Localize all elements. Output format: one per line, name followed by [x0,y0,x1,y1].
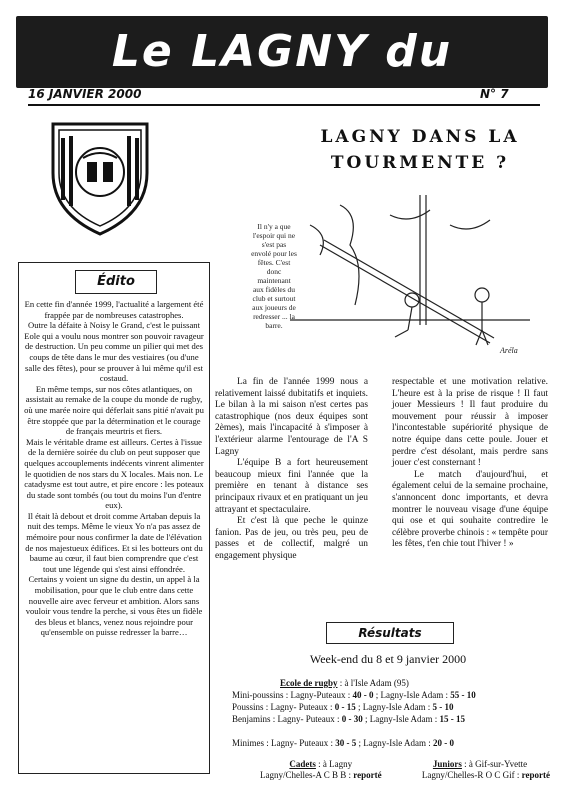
article-paragraph: La fin de l'année 1999 nous a relativement laissé dubitatifs et inquiets. Le bilan à la mi saison n'est certes pas catastrophique (nos deux équipes sont 2èmes), mais l'incapacité à s'imposer à l'extérieur alarme l'entourage de l'A S Lagny [215,377,368,457]
result-score: 0 - 30 [341,714,363,724]
result-match: Lagny-Isle Adam [363,738,427,748]
result-row: Mini-poussins : Lagny-Puteaux : 40 - 0 ; Lagny-Isle Adam : 55 - 10 [232,690,476,700]
result-score: 15 - 15 [439,714,466,724]
result-match: Lagny-Isle Adam [380,690,444,700]
results-club-header [280,678,409,688]
result-match: Lagny- Puteaux [277,714,335,724]
edito-paragraph: Certains y voient un signe du destin, un appel à la mobilisation, pour que le club entre dans cette nouvelle aire avec ferveur et ambition. Alors sans vouloir vous tendre la perche, si vous êtes un fidèle des bleus et blancs, venez nous rejoindre pour qu'ensemble on puisse redresser la barre… [25,574,203,638]
cadets-result: Cadets : à Lagny Lagny/Chelles-A C B B : reporté [260,759,382,780]
cadets-label: Cadets [289,759,316,769]
edito-paragraph: Outre la défaite à Noisy le Grand, c'est le puissant Eole qui a voulu nous montrer son pouvoir ravageur de destruction. Un peu comme un pilier qui met des coups de tête dans le mur des vestiaires (ou d'une salle des fêtes), pour se prouver à lui même qu'il est costaud. [24,320,204,384]
edito-title: Édito [75,270,157,294]
result-match: Lagny- Puteaux [270,702,328,712]
result-score: 0 - 15 [334,702,356,712]
result-category: Benjamins [232,714,271,724]
illustration-caption: Il n'y a que l'espoir qui ne s'est pas envolé pour les fêtes. C'est donc maintenant aux fidèles du club et surtout aux joueurs de redresser ... la barre. [251,222,297,330]
article-column-2 [392,377,548,551]
newspaper-title: Le LAGNY du RUGBY [111,26,453,141]
result-category: Mini-poussins [232,690,284,700]
headline-line1: LAGNY DANS LA [320,127,520,147]
juniors-venue: : à Gif-sur-Yvette [464,759,528,769]
club-venue: : à l'Isle Adam (95) [339,678,409,688]
result-category: Poussins [232,702,264,712]
headline [292,124,548,176]
juniors-label: Juniors [432,759,462,769]
result-row: Benjamins : Lagny- Puteaux : 0 - 30 ; Lagny-Isle Adam : 15 - 15 [232,714,466,724]
results-title: Résultats [326,622,454,644]
edito-paragraph: Mais le véritable drame est ailleurs. Certes à l'issue de la dernière soirée du club on peut supposer que quelques accouplements indécents vinrent alimenter le quotidien de nos stars du X locales. Mais non. Le catadysme est tout autre, et pire encore : les poteaux du stade sont tombés (ou tout du moins l'un d'entre eux). [24,436,204,511]
article-paragraph: Le match d'aujourd'hui, et également celui de la semaine prochaine, s'annoncent donc importants, et devra montrer le nouveau visage d'une équipe qui ose et qui souhaite contredire le célèbre proverbe chinois : « tempête pour les fêtes, t'en chie tout l'hiver ! » [392,469,548,550]
cadets-outcome: reporté [353,770,382,780]
issue-number: N° 7 [480,87,509,101]
result-score: 20 - 0 [433,738,455,748]
edito-paragraph: Il était là debout et droit comme Artaban depuis la nuit des temps. Même le vieux Yo n'a pas assez de mémoire pour nous confirmer la date de l'élévation de nos majestueux édifices. Et si les botteurs ont du baume au cœur, il faut bien comprendre que c'est tout une légende qui s'est ainsi effondrée. [25,510,203,574]
result-score: 5 - 10 [432,702,454,712]
artist-signature: Aréla [500,346,518,355]
article-paragraph: Et c'est là que peche le quinze fanion. Pas de jeu, ou très peu, peu de passes et de collectif, malgré un engagement physique [215,516,368,561]
result-score: 30 - 5 [335,738,357,748]
result-category: Minimes [232,738,265,748]
club-label: Ecole de rugby [280,678,338,688]
result-row: Poussins : Lagny- Puteaux : 0 - 15 ; Lagny-Isle Adam : 5 - 10 [232,702,454,712]
result-match: Lagny-Isle Adam [369,714,433,724]
issue-date: 16 JANVIER 2000 [28,87,142,101]
club-crest-logo [45,118,155,238]
article-paragraph: respectable et une motivation relative. L'heure est à la prise de risque ! Il faut jouer Messieurs ! Il faut produire du mouvement pour réussir à imposer l'incontestable supériorité physique de notre équipe dans cette poule. Jouer et perdre c'est désolant, mais perdre sans jouer c'est consternant ! [392,377,548,469]
cadets-match: Lagny/Chelles-A C B B [260,770,347,780]
juniors-result: Juniors : à Gif-sur-Yvette Lagny/Chelles-R O C Gif : reporté [421,759,550,780]
results-weekend: Week-end du 8 et 9 janvier 2000 [309,652,467,666]
edito-body [24,299,204,638]
result-match: Lagny-Isle Adam [362,702,426,712]
result-row: Minimes : Lagny- Puteaux : 30 - 5 ; Lagny-Isle Adam : 20 - 0 [232,738,455,748]
juniors-match: Lagny/Chelles-R O C Gif [421,770,515,780]
edito-paragraph: En cette fin d'année 1999, l'actualité a largement été frappée par de nombreuses catastrophes. [24,299,204,320]
article-paragraph: L'équipe B a fort heureusement beaucoup mieux fini l'année que la première en tenant à distance ses principaux rivaux et en pratiquant un jeu attrayant et spectaculaire. [215,458,368,515]
cadets-venue: : à Lagny [318,759,353,769]
result-score: 55 - 10 [450,690,476,700]
juniors-outcome: reporté [521,770,550,780]
edito-paragraph: En même temps, sur nos côtes atlantiques, on assistait au remake de la coupe du monde de rugby, où une marée noire qui déferlait sans pitié n'avait pu être stoppée que par la détermination et le courage de français meurtris et fiers. [24,383,204,437]
article-column-1 [215,377,368,563]
result-score: 40 - 0 [352,690,374,700]
headline-line2: TOURMENTE ? [330,153,510,173]
result-match: Lagny- Puteaux [271,738,329,748]
result-match: Lagny-Puteaux [290,690,346,700]
